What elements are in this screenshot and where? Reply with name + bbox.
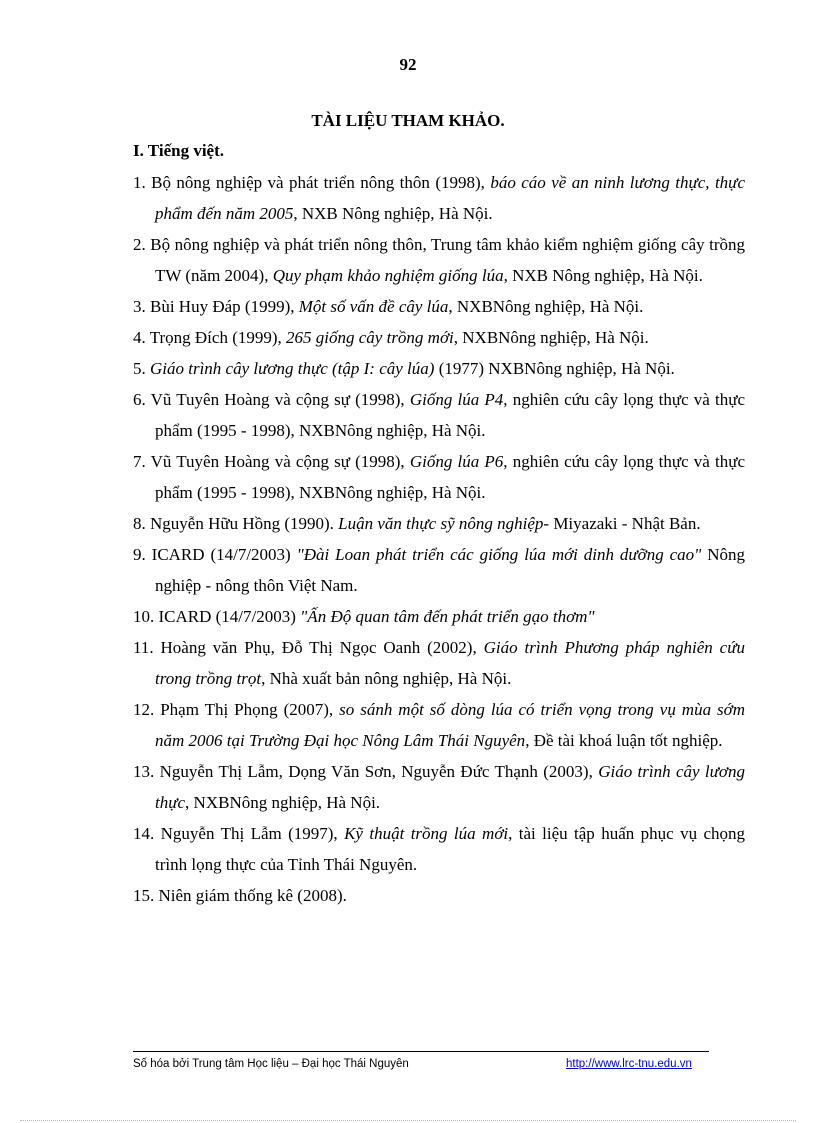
reference-title: Luận văn thực sỹ nông nghiệp [338,514,544,533]
footer-divider [133,1051,709,1052]
section-heading: I. Tiếng việt. [133,141,224,160]
reference-publisher: , tài liệu tập huấn phục vụ chọng trình lọng thực của Tỉnh Thái Nguyên. [155,824,746,874]
reference-item [133,601,745,632]
reference-title: báo cáo về an ninh lương thực, thực phẩm đến năm 2005 [155,173,745,223]
reference-title: 265 giống cây trồng mới [286,328,454,347]
reference-text: Nguyễn Thị Lẫm (1997), [160,824,345,843]
reference-publisher: , Đề tài khoá luận tốt nghiệp. [525,731,723,750]
reference-publisher: , nghiên cứu cây lọng thực và thực phẩm (1995 - 1998), NXBNông nghiệp, Hà Nội. [155,452,745,502]
reference-title: Một số vấn đề cây lúa [298,297,449,316]
reference-title: Kỹ thuật trồng lúa mới [344,824,509,843]
reference-text: Vũ Tuyên Hoàng và cộng sự (1998), [150,390,410,409]
reference-number: 4. [133,328,146,347]
page-number: 92 [399,55,417,74]
reference-title: Giống lúa P4 [409,390,504,409]
reference-text: Phạm Thị Phọng (2007), [160,700,340,719]
reference-number: 7. [133,452,146,471]
page-edge-divider [20,1120,796,1121]
reference-title: so sánh một số dòng lúa có triển vọng trong vụ mùa sớm năm 2006 tại Trường Đại học Nông Lâm Thái Nguyên [155,700,745,750]
footer-link[interactable]: http://www.lrc-tnu.edu.vn [566,1058,692,1070]
reference-number: 2. [133,235,146,254]
reference-number: 15. [133,886,155,905]
reference-title: Giống lúa P6 [409,452,504,471]
reference-text: ICARD (14/7/2003) [151,545,297,564]
reference-number: 10. [133,607,155,626]
reference-item [133,167,745,229]
reference-publisher: , Nhà xuất bản nông nghiệp, Hà Nội. [261,669,512,688]
reference-publisher: , NXBNông nghiệp, Hà Nội. [448,297,644,316]
reference-item [133,632,745,694]
reference-list [133,167,745,911]
reference-text: Trọng Đích (1999), [149,328,287,347]
reference-publisher: - Miyazaki - Nhật Bản. [543,514,701,533]
reference-number: 6. [133,390,146,409]
reference-item [133,322,745,353]
reference-item [133,694,745,756]
reference-number: 11. [133,638,154,657]
reference-item [133,229,745,291]
reference-number: 14. [133,824,155,843]
reference-text: Nguyễn Thị Lẫm, Dọng Văn Sơn, Nguyễn Đức Thạnh (2003), [159,762,599,781]
footer-source: Số hóa bởi Trung tâm Học liệu – Đại học Thái Nguyên [133,1058,409,1070]
reference-number: 3. [133,297,146,316]
reference-title: "Đài Loan phát triển các giống lúa mới dinh dưỡng cao" [296,545,702,564]
reference-number: 12. [133,700,155,719]
reference-number: 9. [133,545,146,564]
page-title: TÀI LIỆU THAM KHẢO. [311,111,505,130]
reference-number: 8. [133,514,146,533]
reference-text: Hoàng văn Phụ, Đỗ Thị Ngọc Oanh (2002), [160,638,484,657]
reference-title: "Ấn Độ quan tâm đến phát triển gạo thơm" [300,607,595,626]
reference-publisher: , NXBNông nghiệp, Hà Nội. [453,328,649,347]
reference-publisher: , nghiên cứu cây lọng thực và thực phẩm (1995 - 1998), NXBNông nghiệp, Hà Nội. [155,390,745,440]
reference-title: Giáo trình cây lương thực (tập I: cây lúa) [150,359,435,378]
reference-item [133,384,745,446]
reference-number: 1. [133,173,146,192]
reference-text: ICARD (14/7/2003) [158,607,301,626]
reference-title: Giáo trình Phương pháp nghiên cứu trong trồng trọt [155,638,745,688]
reference-text: Nguyễn Hữu Hồng (1990). [150,514,339,533]
reference-text: Bùi Huy Đáp (1999), [150,297,299,316]
reference-item [133,353,745,384]
reference-item [133,756,745,818]
reference-title: Giáo trình cây lương thực [155,762,745,812]
reference-text: Bộ nông nghiệp và phát triển nông thôn, Trung tâm khảo kiểm nghiệm giống cây trồng TW (năm 2004), [150,235,745,285]
reference-text: Niên giám thống kê (2008). [158,886,347,905]
reference-item [133,539,745,601]
reference-publisher: , NXBNông nghiệp, Hà Nội. [185,793,381,812]
reference-publisher: (1977) NXBNông nghiệp, Hà Nội. [434,359,675,378]
reference-text: Bộ nông nghiệp và phát triển nông thôn (1998), [151,173,491,192]
reference-item [133,818,745,880]
reference-item [133,291,745,322]
reference-item [133,508,745,539]
reference-publisher: , NXB Nông nghiệp, Hà Nội. [293,204,493,223]
reference-publisher: , NXB Nông nghiệp, Hà Nội. [503,266,703,285]
reference-title: Quy phạm khảo nghiệm giống lúa [272,266,504,285]
reference-number: 5. [133,359,146,378]
reference-publisher: Nông nghiệp - nông thôn Việt Nam. [155,545,745,595]
reference-item [133,880,745,911]
reference-item [133,446,745,508]
reference-text: Vũ Tuyên Hoàng và cộng sự (1998), [150,452,410,471]
reference-number: 13. [133,762,155,781]
